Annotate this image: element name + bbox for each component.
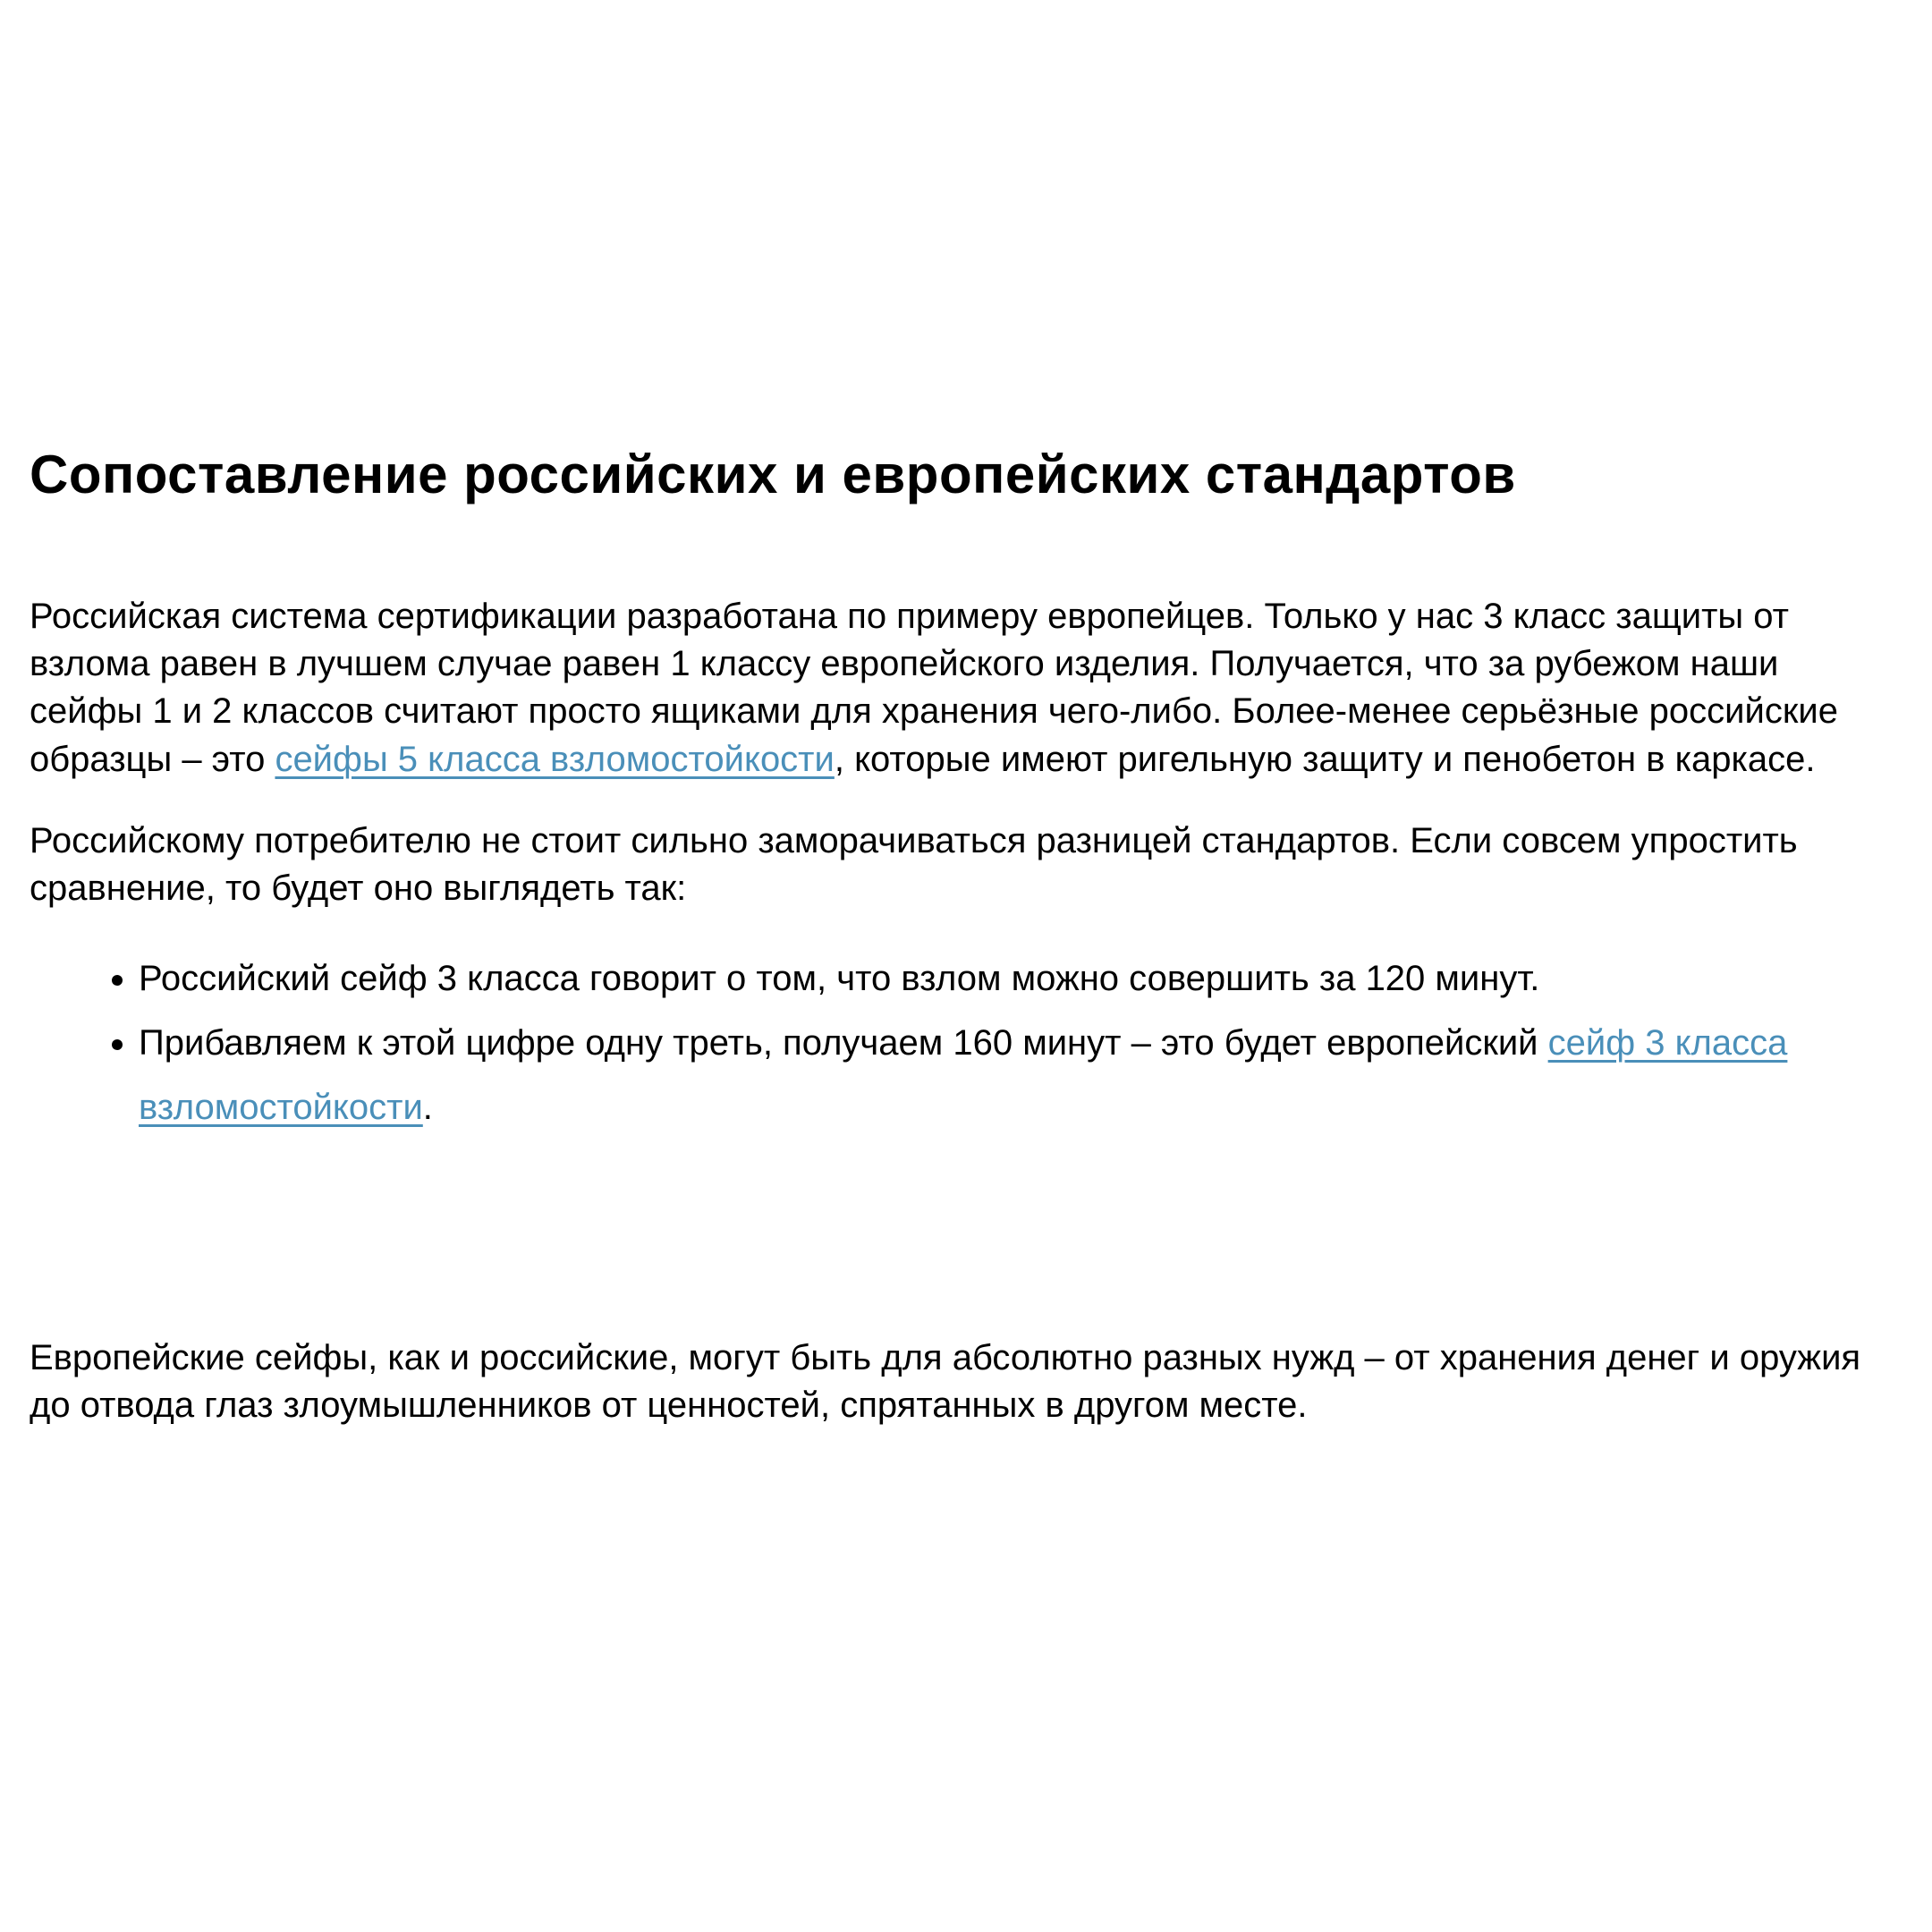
list-item-russian-safe xyxy=(139,946,1873,1011)
page-title: Сопоставление российских и европейских стандартов xyxy=(30,445,1516,504)
text-segment: Европейские сейфы, как и российские, могут быть для абсолютно разных нужд – от хранения денег и оружия до отвода глаз злоумышленников от ценностей, спрятанных в другом месте. xyxy=(30,1338,1861,1426)
paragraph-consumer xyxy=(30,818,1873,912)
paragraph-certification xyxy=(30,593,1873,784)
paragraph-european-safes xyxy=(30,1335,1873,1429)
text-segment: Российскому потребителю не стоит сильно заморачиваться разницей стандартов. Если совсем упростить сравнение, то будет оно выглядеть так: xyxy=(30,820,1798,908)
text-segment: Российский сейф 3 класса говорит о том, что взлом можно совершить за 120 минут. xyxy=(139,959,1540,999)
article-content xyxy=(30,443,1873,1430)
text-segment: Российская система сертификации разработана по примеру европейцев. Только у нас 3 класс защиты от взлома равен в лучшем случае равен 1 классу европейского изделия. Получается, что за рубежом наши сейфы 1 и 2 классов считают просто ящиками для хранения чего-либо. Более-менее серьёзные российские образцы – это xyxy=(30,597,1838,779)
inline-link[interactable]: сейфы 5 класса взломостойкости xyxy=(275,739,835,779)
text-segment: , которые имеют ригельную защиту и пенобетон в каркасе. xyxy=(834,739,1816,779)
list-item-european-safe xyxy=(139,1011,1873,1140)
text-segment: Прибавляем к этой цифре одну треть, получаем 160 минут – это будет европейский xyxy=(139,1023,1548,1063)
inline-link[interactable]: сейф 3 класса взломостойкости xyxy=(139,1023,1788,1128)
comparison-list xyxy=(30,946,1873,1140)
text-segment: . xyxy=(422,1088,433,1128)
